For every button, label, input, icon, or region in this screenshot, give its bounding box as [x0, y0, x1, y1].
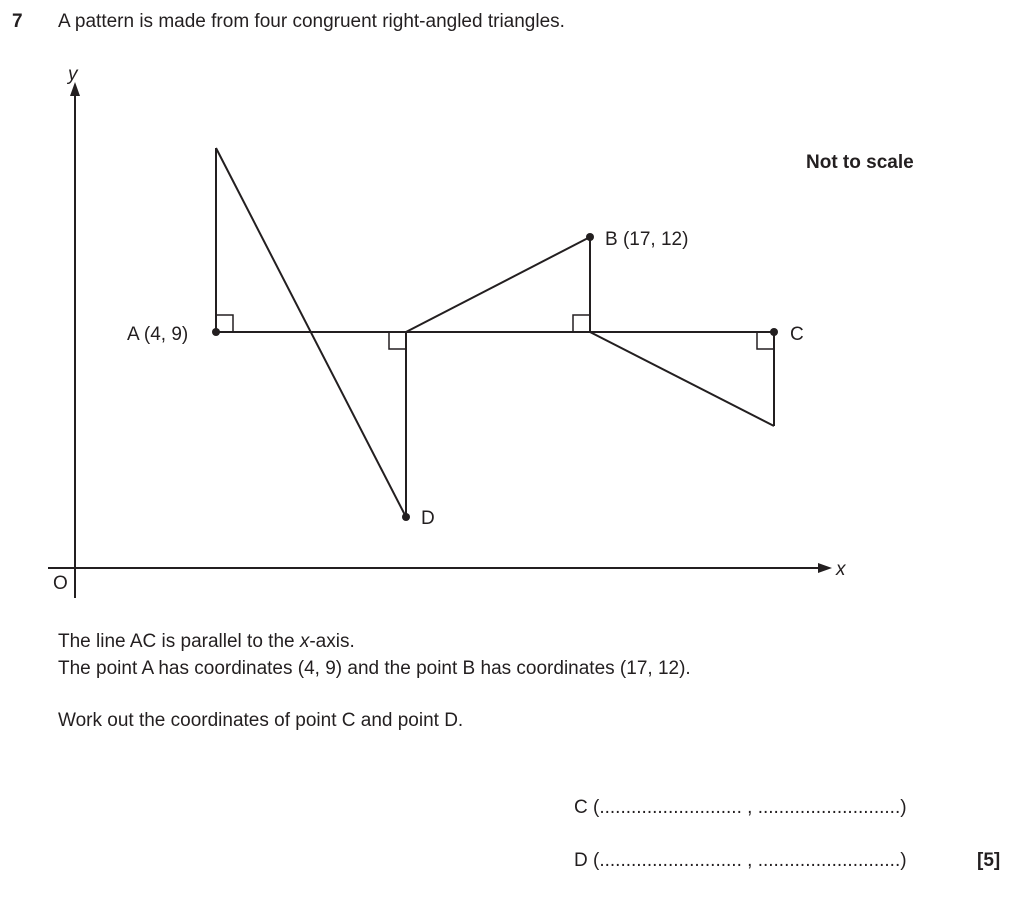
triangle-4-hypotenuse [590, 332, 774, 426]
point-c-label: C [790, 324, 804, 345]
paragraph-line-3: Work out the coordinates of point C and point D. [58, 710, 464, 731]
point-d [402, 513, 410, 521]
answer-d-field[interactable]: D (........................... , ...........................) [574, 850, 907, 871]
paragraph-line-2: The point A has coordinates (4, 9) and the point B has coordinates (17, 12). [58, 658, 691, 679]
marks-label: [5] [977, 850, 1001, 871]
answer-c-field[interactable]: C (........................... , ...........................) [574, 797, 907, 818]
paragraph-line-1 [58, 631, 355, 653]
point-b [586, 233, 594, 241]
x-axis-label: x [836, 559, 846, 580]
y-axis-label: y [68, 64, 78, 85]
not-to-scale-note: Not to scale [806, 152, 914, 173]
point-d-label: D [421, 508, 435, 529]
point-b-label: B (17, 12) [605, 229, 689, 250]
right-angle-marker-b [573, 315, 590, 332]
x-axis-arrow-icon [818, 563, 832, 573]
point-a-label: A (4, 9) [127, 324, 189, 345]
point-a [212, 328, 220, 336]
point-c [770, 328, 778, 336]
triangle-3-hypotenuse [406, 237, 590, 332]
paragraph-line-1-post: -axis. [309, 631, 355, 652]
question-number: 7 [12, 11, 23, 32]
question-intro: A pattern is made from four congruent right-angled triangles. [58, 11, 565, 32]
origin-label: O [53, 573, 68, 594]
right-angle-marker-mid [389, 332, 406, 349]
paragraph-line-1-pre: The line AC is parallel to the [58, 631, 300, 652]
paragraph-line-1-axis: x [299, 631, 310, 652]
